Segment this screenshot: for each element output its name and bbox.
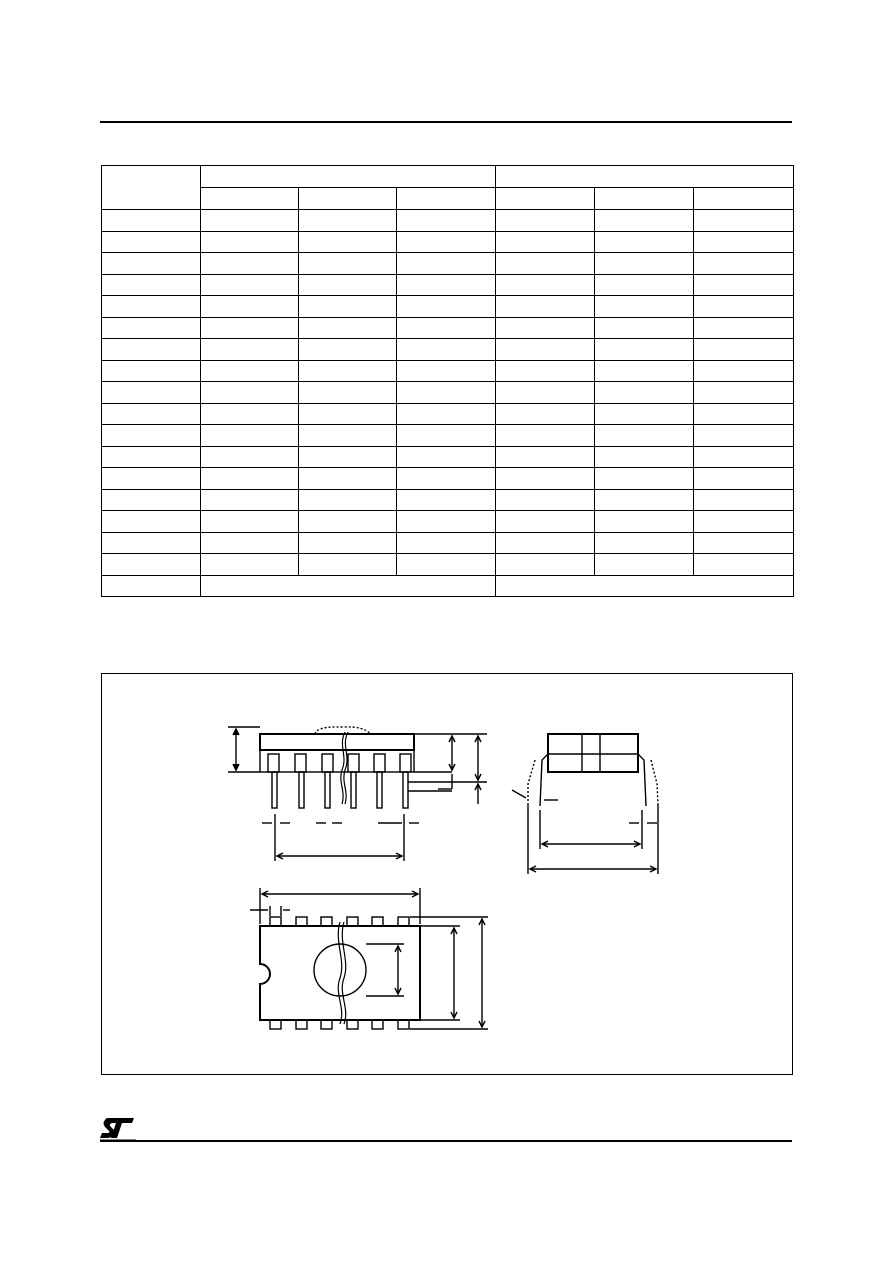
table-cell xyxy=(201,382,299,404)
table-cell xyxy=(102,317,201,339)
table-cell xyxy=(694,296,794,318)
table-cell xyxy=(595,532,694,554)
subheader-cell xyxy=(694,188,794,210)
table-cell xyxy=(595,554,694,576)
table-cell xyxy=(201,360,299,382)
table-cell xyxy=(201,425,299,447)
table-header-row xyxy=(102,166,794,188)
table-cell xyxy=(694,468,794,490)
table-cell xyxy=(102,296,201,318)
table-row xyxy=(102,532,794,554)
table-cell xyxy=(299,317,397,339)
table-cell xyxy=(496,296,595,318)
table-cell xyxy=(299,489,397,511)
table-cell xyxy=(694,210,794,232)
table-cell xyxy=(102,274,201,296)
table-cell xyxy=(201,554,299,576)
table-cell xyxy=(102,532,201,554)
table-cell xyxy=(299,382,397,404)
table-cell xyxy=(595,231,694,253)
table-cell xyxy=(201,511,299,533)
table-cell xyxy=(397,489,496,511)
table-cell xyxy=(496,403,595,425)
table-row xyxy=(102,210,794,232)
header-rule xyxy=(100,121,792,123)
table-cell xyxy=(102,403,201,425)
table-cell xyxy=(299,446,397,468)
table-cell xyxy=(299,511,397,533)
table-cell xyxy=(102,210,201,232)
top-view xyxy=(250,888,488,1029)
table-cell xyxy=(397,231,496,253)
table-cell xyxy=(102,231,201,253)
table-cell xyxy=(496,210,595,232)
table-cell xyxy=(496,360,595,382)
table-cell xyxy=(397,274,496,296)
side-view xyxy=(228,727,487,861)
table-row xyxy=(102,360,794,382)
side-body-top xyxy=(260,734,414,750)
package-drawing-frame xyxy=(101,673,793,1075)
subheader-cell xyxy=(595,188,694,210)
table-row xyxy=(102,554,794,576)
table-cell xyxy=(397,425,496,447)
table-row xyxy=(102,231,794,253)
table-cell xyxy=(102,446,201,468)
table-row xyxy=(102,403,794,425)
table-cell xyxy=(595,253,694,275)
table-cell xyxy=(299,468,397,490)
table-cell xyxy=(299,296,397,318)
table-cell xyxy=(496,511,595,533)
table-cell xyxy=(201,210,299,232)
table-cell xyxy=(496,231,595,253)
table-cell xyxy=(201,489,299,511)
table-cell xyxy=(201,231,299,253)
table-cell xyxy=(397,382,496,404)
table-cell xyxy=(102,468,201,490)
table-cell xyxy=(397,360,496,382)
table-cell xyxy=(694,532,794,554)
table-cell xyxy=(694,253,794,275)
header-cell-dim xyxy=(102,166,201,210)
table-cell xyxy=(102,575,201,597)
table-cell xyxy=(397,210,496,232)
table-cell xyxy=(102,489,201,511)
table-cell xyxy=(299,231,397,253)
table-cell xyxy=(496,554,595,576)
table-row xyxy=(102,489,794,511)
table-cell xyxy=(397,468,496,490)
table-cell xyxy=(496,446,595,468)
table-cell xyxy=(201,403,299,425)
table-row xyxy=(102,382,794,404)
table-cell xyxy=(201,446,299,468)
table-cell xyxy=(496,382,595,404)
side-body-bottom xyxy=(260,750,414,772)
end-view xyxy=(512,734,658,874)
table-cell xyxy=(299,360,397,382)
table-cell xyxy=(201,274,299,296)
table-row xyxy=(102,575,794,597)
table-cell xyxy=(102,360,201,382)
table-row xyxy=(102,317,794,339)
table-cell xyxy=(201,296,299,318)
table-cell xyxy=(694,403,794,425)
footer-rule xyxy=(100,1140,792,1142)
table-cell xyxy=(694,489,794,511)
table-row xyxy=(102,468,794,490)
table-cell xyxy=(694,382,794,404)
table-cell xyxy=(595,296,694,318)
table-row xyxy=(102,296,794,318)
table-cell xyxy=(595,403,694,425)
table-row xyxy=(102,253,794,275)
table-cell xyxy=(694,425,794,447)
table-cell xyxy=(595,425,694,447)
table-cell xyxy=(201,575,496,597)
table-cell xyxy=(102,511,201,533)
table-cell xyxy=(595,317,694,339)
table-cell xyxy=(694,274,794,296)
table-cell xyxy=(694,446,794,468)
table-cell xyxy=(595,210,694,232)
table-cell xyxy=(595,511,694,533)
table-cell xyxy=(299,403,397,425)
table-cell xyxy=(201,532,299,554)
header-cell-group-1 xyxy=(201,166,496,188)
top-pins xyxy=(270,917,409,1029)
table-cell xyxy=(201,339,299,361)
side-pins xyxy=(268,754,411,808)
table-cell xyxy=(496,532,595,554)
table-cell xyxy=(595,446,694,468)
table-cell xyxy=(496,317,595,339)
table-row xyxy=(102,339,794,361)
table-cell xyxy=(299,210,397,232)
table-cell xyxy=(397,253,496,275)
table-cell xyxy=(102,253,201,275)
table-cell xyxy=(694,317,794,339)
table-cell xyxy=(299,339,397,361)
table-row xyxy=(102,425,794,447)
table-cell xyxy=(694,231,794,253)
subheader-cell xyxy=(397,188,496,210)
dimension-table xyxy=(101,165,794,597)
table-cell xyxy=(397,446,496,468)
table-cell xyxy=(201,468,299,490)
table-cell xyxy=(496,339,595,361)
subheader-cell xyxy=(201,188,299,210)
table-cell xyxy=(694,554,794,576)
table-cell xyxy=(496,425,595,447)
table-cell xyxy=(397,296,496,318)
table-cell xyxy=(397,317,496,339)
table-cell xyxy=(595,489,694,511)
table-cell xyxy=(496,253,595,275)
table-row xyxy=(102,511,794,533)
table-subheader-row xyxy=(102,188,794,210)
table-cell xyxy=(595,339,694,361)
table-cell xyxy=(694,360,794,382)
table-cell xyxy=(397,403,496,425)
dip-package-drawing xyxy=(102,674,792,1074)
table-cell xyxy=(397,532,496,554)
table-row xyxy=(102,446,794,468)
header-cell-group-2 xyxy=(496,166,794,188)
table-cell xyxy=(496,468,595,490)
table-cell xyxy=(496,575,794,597)
table-cell xyxy=(299,532,397,554)
table-cell xyxy=(397,339,496,361)
table-cell xyxy=(102,339,201,361)
table-cell xyxy=(496,274,595,296)
table-cell xyxy=(299,274,397,296)
table-cell xyxy=(595,468,694,490)
table-cell xyxy=(299,425,397,447)
table-cell xyxy=(102,554,201,576)
table-cell xyxy=(201,253,299,275)
table-cell xyxy=(102,382,201,404)
st-logo xyxy=(100,1116,136,1140)
table-cell xyxy=(496,489,595,511)
subheader-cell xyxy=(299,188,397,210)
table-cell xyxy=(595,382,694,404)
subheader-cell xyxy=(496,188,595,210)
table-cell xyxy=(694,339,794,361)
table-cell xyxy=(201,317,299,339)
table-cell xyxy=(299,554,397,576)
table-cell xyxy=(595,360,694,382)
table-cell xyxy=(397,554,496,576)
table-cell xyxy=(595,274,694,296)
table-cell xyxy=(694,511,794,533)
table-cell xyxy=(397,511,496,533)
table-cell xyxy=(299,253,397,275)
table-row xyxy=(102,274,794,296)
table-cell xyxy=(102,425,201,447)
